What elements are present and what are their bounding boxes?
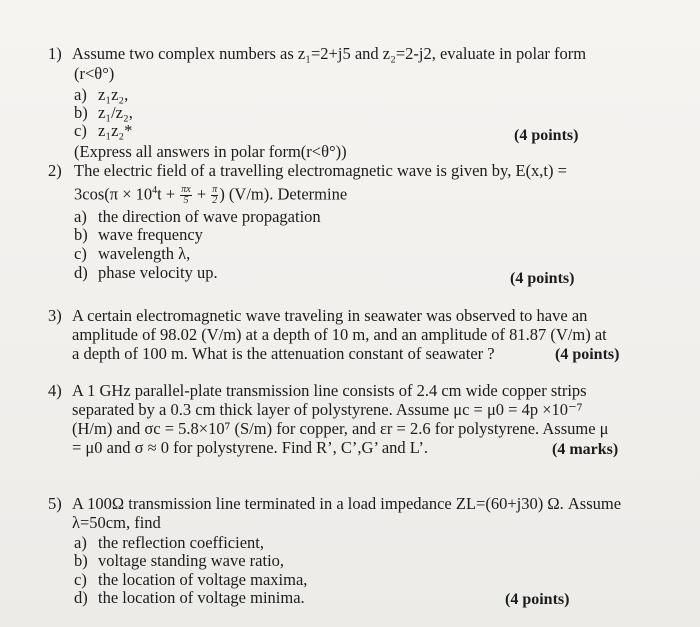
q2-item-d-text: phase velocity up. — [98, 263, 218, 282]
q3-points: (4 points) — [555, 346, 620, 363]
q5-item-a-text: the reflection coefficient, — [98, 533, 264, 552]
q2-eq-suffix: ) (V/m). Determine — [219, 184, 348, 204]
q5-item-b-letter: b) — [74, 551, 88, 570]
q1-points: (4 points) — [514, 127, 579, 144]
q2-eq-exponent: 4 — [152, 185, 158, 196]
q2-text-line-1: The electric field of a travelling electromagnetic wave is given by, E(x,t) = — [74, 161, 567, 180]
q1-item-c-text: z₁z₂* — [98, 121, 133, 140]
q2-item-c-text: wavelength λ, — [98, 244, 191, 263]
q1-item-c-letter: c) — [74, 121, 87, 140]
q2-eq-plus: + — [196, 184, 207, 204]
q4-text-line-4: = μ0 and σ ≈ 0 for polystyrene. Find R’, C’,G’ and L’. — [72, 438, 428, 457]
q2-item-c-letter: c) — [74, 244, 87, 263]
q4-points: (4 marks) — [552, 441, 619, 458]
q3-text-line-2: amplitude of 98.02 (V/m) at a depth of 10 m, and an amplitude of 81.87 (V/m) at — [72, 325, 607, 344]
q2-eq-prefix: 3cos(π × 10 — [74, 184, 153, 204]
q5-number: 5) — [48, 494, 62, 513]
q5-item-a-letter: a) — [74, 533, 87, 552]
q5-text-line-2: λ=50cm, find — [72, 513, 161, 532]
q5-item-c-text: the location of voltage maxima, — [98, 570, 308, 589]
q5-item-c-letter: c) — [74, 570, 87, 589]
q2-item-d-letter: d) — [74, 263, 88, 282]
q1-note: (Express all answers in polar form(r<θ°)) — [74, 142, 347, 161]
q2-frac1-den: 5 — [183, 195, 189, 207]
q2-fraction-1 — [180, 185, 191, 206]
q5-text-line-1: A 100Ω transmission line terminated in a load impedance ZL=(60+j30) Ω. Assume — [72, 494, 622, 513]
q2-equation — [74, 182, 347, 206]
q2-number: 2) — [48, 161, 62, 180]
q4-text-line-3: (H/m) and σc = 5.8×10⁷ (S/m) for copper, and εr = 2.6 for polystyrene. Assume μ — [72, 419, 609, 438]
q5-item-b-text: voltage standing wave ratio, — [98, 551, 285, 570]
q1-text-line-2: (r<θ°) — [74, 64, 115, 83]
q2-eq-mid: t + — [157, 184, 176, 204]
q3-text-line-1: A certain electromagnetic wave traveling in seawater was observed to have an — [72, 306, 588, 325]
q2-item-b-letter: b) — [74, 225, 88, 244]
q2-item-a-text: the direction of wave propagation — [98, 207, 321, 226]
q1-text-line-1: Assume two complex numbers as z₁=2+j5 and z₂=2-j2, evaluate in polar form — [72, 44, 587, 63]
q1-item-a-text: z₁z₂, — [98, 85, 129, 104]
q2-frac1-num: πx — [181, 184, 191, 196]
q3-number: 3) — [48, 306, 62, 325]
q4-number: 4) — [48, 381, 62, 400]
q1-number: 1) — [48, 44, 62, 63]
q1-item-b-letter: b) — [74, 103, 88, 122]
q3-text-line-3: a depth of 100 m. What is the attenuation constant of seawater ? — [72, 344, 495, 363]
q2-frac2-den: 2 — [212, 195, 218, 207]
q5-item-d-letter: d) — [74, 588, 88, 607]
q5-item-d-text: the location of voltage minima. — [98, 588, 305, 607]
q2-fraction-2 — [211, 185, 218, 206]
q4-text-line-1: A 1 GHz parallel-plate transmission line consists of 2.4 cm wide copper strips — [72, 381, 587, 400]
q2-points: (4 points) — [510, 270, 575, 287]
q2-item-a-letter: a) — [74, 207, 87, 226]
q1-item-b-text: z₁/z₂, — [98, 103, 133, 122]
q2-item-b-text: wave frequency — [98, 225, 203, 244]
q1-item-a-letter: a) — [74, 85, 87, 104]
q2-frac2-num: π — [212, 184, 218, 196]
q5-points: (4 points) — [505, 591, 570, 608]
q4-text-line-2: separated by a 0.3 cm thick layer of polystyrene. Assume μc = μ0 = 4p ×10⁻⁷ — [72, 400, 583, 419]
